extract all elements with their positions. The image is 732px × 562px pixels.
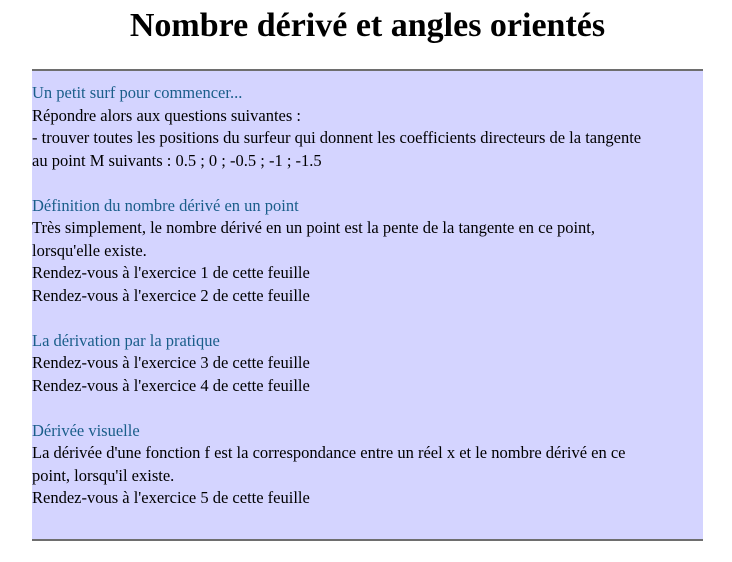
exercise-3-link[interactable]: Rendez-vous à l'exercice 3 de cette feuille <box>32 353 310 372</box>
section-title-practice[interactable]: La dérivation par la pratique <box>32 330 220 350</box>
section-practice <box>32 330 703 398</box>
exercise-2-link[interactable]: Rendez-vous à l'exercice 2 de cette feuille <box>32 285 310 305</box>
surf-question-line-2: au point M suivants : 0.5 ; 0 ; -0.5 ; -1 ; -1.5 <box>32 150 322 170</box>
page-title: Nombre dérivé et angles orientés <box>129 7 606 44</box>
surf-question-line-1: - trouver toutes les positions du surfeur qui donnent les coefficients directeurs de la tangente <box>32 128 642 147</box>
surf-instruction: Répondre alors aux questions suivantes : <box>32 105 301 125</box>
exercise-4-link[interactable]: Rendez-vous à l'exercice 4 de cette feuille <box>32 375 310 395</box>
definition-text-line-1: Très simplement, le nombre dérivé en un point est la pente de la tangente en ce point, <box>32 218 595 237</box>
section-title-definition[interactable]: Définition du nombre dérivé en un point <box>32 195 299 215</box>
definition-text-line-2: lorsqu'elle existe. <box>32 240 147 260</box>
content-panel <box>32 69 703 541</box>
visual-text-line-1: La dérivée d'une fonction f est la correspondance entre un réel x et le nombre dérivé en ce <box>32 443 626 462</box>
visual-text-line-2: point, lorsqu'il existe. <box>32 465 175 485</box>
section-visual <box>32 420 703 510</box>
section-surf <box>32 82 703 172</box>
section-title-visual[interactable]: Dérivée visuelle <box>32 420 140 440</box>
exercise-5-link[interactable]: Rendez-vous à l'exercice 5 de cette feuille <box>32 488 310 507</box>
section-definition <box>32 195 703 308</box>
exercise-1-link[interactable]: Rendez-vous à l'exercice 1 de cette feuille <box>32 263 310 282</box>
section-title-surf[interactable]: Un petit surf pour commencer... <box>32 83 243 102</box>
